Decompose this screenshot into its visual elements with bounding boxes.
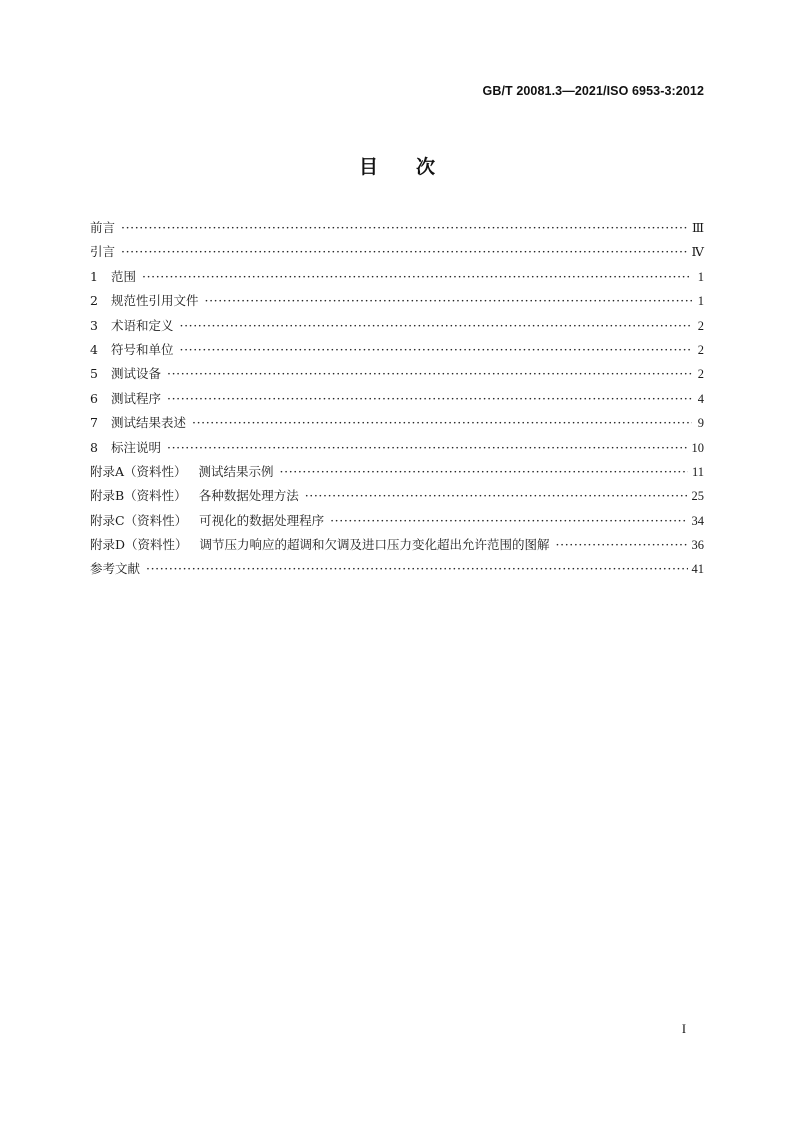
toc-entry-page: Ⅳ	[691, 245, 704, 260]
toc-entry-foreword[interactable]	[90, 216, 704, 240]
toc-annex-label: 附录C（资料性）	[90, 512, 188, 528]
toc-entry-annex-c[interactable]	[90, 509, 704, 533]
toc-entry-page: 11	[691, 464, 704, 479]
toc-entry-label	[90, 533, 550, 557]
page-number: I	[681, 1022, 686, 1036]
toc-entry-number: 1	[90, 268, 98, 284]
toc-entry-label: 测试程序	[111, 390, 162, 406]
toc-dot-leader	[330, 509, 687, 533]
toc-entry-page: 41	[691, 562, 704, 577]
toc-entry-page: 9	[697, 416, 704, 431]
toc-entry-introduction[interactable]	[90, 240, 704, 264]
toc-entry-page: 2	[697, 342, 704, 357]
toc-entry-annex-a[interactable]	[90, 460, 704, 484]
toc-dot-leader	[192, 411, 692, 435]
toc-entry-page: 34	[691, 513, 704, 528]
toc-dot-leader	[180, 314, 692, 338]
toc-entry-symbols-units[interactable]	[90, 338, 704, 362]
toc-annex-title: 调节压力响应的超调和欠调及进口压力变化超出允许范围的图解	[199, 537, 550, 553]
toc-entry-number: 8	[90, 439, 98, 455]
toc-entry-normative-references[interactable]	[90, 289, 704, 313]
toc-dot-leader	[142, 265, 692, 289]
toc-annex-title: 可视化的数据处理程序	[199, 512, 325, 528]
toc-entry-label	[90, 460, 274, 484]
toc-entry-number: 7	[90, 415, 98, 431]
toc-entry-label: 参考文献	[90, 561, 141, 577]
toc-dot-leader	[280, 460, 688, 484]
toc-dot-leader	[121, 240, 687, 264]
toc-entry-label: 标注说明	[111, 439, 162, 455]
toc-entry-label: 范围	[111, 268, 137, 284]
toc-dot-leader	[167, 387, 692, 411]
toc-entry-label: 术语和定义	[111, 317, 174, 333]
toc-entry-terms-definitions[interactable]	[90, 314, 704, 338]
toc-entry-scope[interactable]	[90, 265, 704, 289]
toc-entry-test-equipment[interactable]	[90, 362, 704, 386]
toc-dot-leader	[556, 533, 688, 557]
toc-entry-identification-statement[interactable]	[90, 436, 704, 460]
page-title: 目次	[358, 156, 473, 178]
standard-number: GB/T 20081.3—2021/ISO 6953-3:2012	[482, 84, 704, 98]
toc-dot-leader	[167, 362, 692, 386]
toc-entry-page: 36	[691, 538, 704, 553]
toc-entry-page: 25	[691, 489, 704, 504]
toc-dot-leader	[305, 484, 688, 508]
toc-entry-test-procedure[interactable]	[90, 387, 704, 411]
toc-entry-page: 4	[697, 391, 704, 406]
toc-dot-leader	[180, 338, 692, 362]
toc-entry-number: 4	[90, 341, 98, 357]
toc-entry-page: 2	[697, 367, 704, 382]
toc-entry-label: 引言	[90, 244, 116, 260]
toc-annex-title: 测试结果示例	[198, 463, 274, 479]
toc-dot-leader	[121, 216, 688, 240]
toc-entry-number: 5	[90, 366, 98, 382]
toc-entry-page: 1	[697, 294, 704, 309]
toc-entry-label: 测试结果表述	[111, 415, 187, 431]
toc-entry-annex-d[interactable]	[90, 533, 704, 557]
toc-entry-number: 6	[90, 390, 98, 406]
toc-annex-label: 附录D（资料性）	[90, 537, 188, 553]
toc-entry-test-results-expression[interactable]	[90, 411, 704, 435]
toc-entry-label	[90, 509, 324, 533]
toc-entry-label	[90, 484, 299, 508]
toc-entry-page: 2	[697, 318, 704, 333]
toc-entry-number: 3	[90, 317, 98, 333]
toc-entry-page: Ⅲ	[691, 221, 704, 235]
toc-entry-label: 测试设备	[111, 366, 162, 382]
toc-entry-annex-b[interactable]	[90, 484, 704, 508]
toc-annex-title: 各种数据处理方法	[198, 488, 299, 504]
table-of-contents	[90, 216, 704, 582]
toc-dot-leader	[205, 289, 692, 313]
toc-dot-leader	[167, 436, 687, 460]
toc-entry-label: 规范性引用文件	[111, 293, 199, 309]
toc-dot-leader	[146, 557, 687, 581]
toc-entry-label: 前言	[90, 220, 116, 235]
toc-entry-number: 2	[90, 293, 98, 309]
toc-entry-bibliography[interactable]	[90, 557, 704, 581]
toc-entry-label: 符号和单位	[111, 341, 174, 357]
toc-entry-page: 1	[697, 269, 704, 284]
toc-annex-label: 附录B（资料性）	[90, 488, 187, 504]
toc-annex-label: 附录A（资料性）	[90, 463, 187, 479]
toc-entry-page: 10	[691, 440, 704, 455]
